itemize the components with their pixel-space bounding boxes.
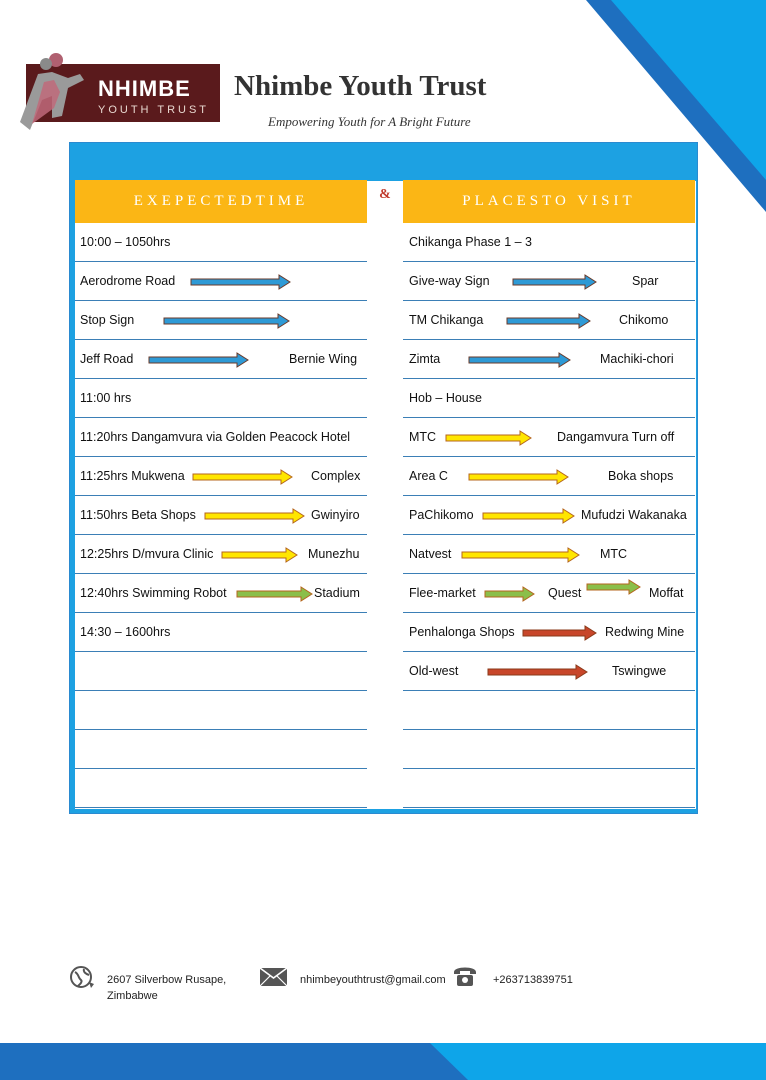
destination-label: Dangamvura Turn off bbox=[557, 430, 675, 444]
footer-decoration bbox=[0, 1043, 766, 1080]
route-arrow-icon bbox=[203, 508, 307, 524]
destination-label: Gwinyiro bbox=[311, 508, 360, 522]
destination-label: Moffat bbox=[649, 586, 684, 600]
table-top-bar bbox=[70, 143, 697, 181]
destination-label: Stadium bbox=[314, 586, 360, 600]
email-address[interactable]: nhimbeyouthtrust@gmail.com bbox=[300, 974, 446, 986]
place-label: Chikanga Phase 1 – 3 bbox=[409, 235, 533, 249]
route-arrow-icon bbox=[505, 313, 593, 329]
table-row bbox=[403, 457, 695, 496]
organization-title: Nhimbe Youth Trust bbox=[234, 70, 487, 102]
route-arrow-icon bbox=[481, 508, 577, 524]
table-row bbox=[75, 457, 367, 496]
route-arrow-icon bbox=[189, 274, 293, 290]
table-row bbox=[403, 691, 695, 730]
table-row bbox=[75, 223, 367, 262]
address-line-1: 2607 Silverbow Rusape, bbox=[107, 974, 227, 986]
header-places-to-visit: PLACESTO VISIT bbox=[403, 180, 695, 223]
destination-label: Redwing Mine bbox=[605, 625, 685, 639]
header-ampersand: & bbox=[379, 187, 391, 202]
telephone-icon bbox=[452, 964, 478, 988]
table-row bbox=[75, 652, 367, 691]
table-row bbox=[75, 535, 367, 574]
time-label: 14:30 – 1600hrs bbox=[80, 625, 171, 639]
globe-icon bbox=[69, 964, 95, 990]
logo-subtitle: YOUTH TRUST bbox=[98, 104, 210, 116]
table-row bbox=[403, 301, 695, 340]
envelope-icon bbox=[259, 967, 288, 987]
table-row bbox=[75, 613, 367, 652]
place-label: Jeff Road bbox=[80, 352, 134, 366]
destination-label: Quest bbox=[548, 586, 582, 600]
route-arrow-icon bbox=[220, 547, 300, 563]
route-arrow-icon bbox=[235, 586, 315, 602]
place-label: Natvest bbox=[409, 547, 452, 561]
logo-name: NHIMBE bbox=[98, 76, 191, 101]
place-label: PaChikomo bbox=[409, 508, 474, 522]
route-arrow-icon bbox=[147, 352, 251, 368]
table-right-border bbox=[696, 181, 697, 813]
route-arrow-icon bbox=[444, 430, 534, 446]
phone-number[interactable]: +263713839751 bbox=[493, 974, 573, 986]
route-arrow-icon bbox=[162, 313, 292, 329]
route-arrow-icon bbox=[585, 579, 643, 595]
route-arrow-icon bbox=[467, 352, 573, 368]
place-label: TM Chikanga bbox=[409, 313, 484, 327]
route-arrow-icon bbox=[486, 664, 590, 680]
table-row bbox=[75, 496, 367, 535]
destination-label: Boka shops bbox=[608, 469, 674, 483]
table-row bbox=[403, 769, 695, 808]
time-label: 10:00 – 1050hrs bbox=[80, 235, 171, 249]
time-label: 11:20hrs Dangamvura via Golden Peacock Hotel bbox=[80, 430, 351, 444]
destination-label: Machiki-chori bbox=[600, 352, 674, 366]
organization-logo bbox=[18, 52, 220, 132]
place-label: Hob – House bbox=[409, 391, 482, 405]
table-row bbox=[75, 301, 367, 340]
table-row bbox=[403, 379, 695, 418]
table-row bbox=[403, 223, 695, 262]
table-row bbox=[75, 379, 367, 418]
place-label: Penhalonga Shops bbox=[409, 625, 515, 639]
header-expected-time: EXEPECTEDTIME bbox=[75, 180, 367, 223]
table-bottom-bar bbox=[70, 809, 697, 813]
place-label: Aerodrome Road bbox=[80, 274, 176, 288]
destination-label: Complex bbox=[311, 469, 361, 483]
place-label: Stop Sign bbox=[80, 313, 135, 327]
table-row bbox=[403, 535, 695, 574]
destination-label: Tswingwe bbox=[612, 664, 667, 678]
destination-label: Spar bbox=[632, 274, 659, 288]
place-label: Zimta bbox=[409, 352, 441, 366]
place-label: Old-west bbox=[409, 664, 459, 678]
table-row bbox=[75, 574, 367, 613]
time-label: 11:25hrs Mukwena bbox=[80, 469, 185, 483]
table-row bbox=[75, 418, 367, 457]
route-arrow-icon bbox=[483, 586, 537, 602]
route-arrow-icon bbox=[460, 547, 582, 563]
table-row bbox=[403, 340, 695, 379]
route-arrow-icon bbox=[191, 469, 295, 485]
organization-tagline: Empowering Youth for A Bright Future bbox=[268, 114, 471, 129]
destination-label: Chikomo bbox=[619, 313, 669, 327]
place-label: Area C bbox=[409, 469, 448, 483]
table-row bbox=[75, 691, 367, 730]
address-line-2: Zimbabwe bbox=[107, 990, 158, 1002]
destination-label: Munezhu bbox=[308, 547, 360, 561]
time-label: 11:50hrs Beta Shops bbox=[80, 508, 196, 522]
table-row bbox=[75, 769, 367, 808]
place-label: Give-way Sign bbox=[409, 274, 490, 288]
table-row bbox=[403, 613, 695, 652]
table-row bbox=[403, 496, 695, 535]
table-row bbox=[403, 652, 695, 691]
destination-label: MTC bbox=[600, 547, 628, 561]
route-arrow-icon bbox=[521, 625, 599, 641]
destination-label: Bernie Wing bbox=[289, 352, 358, 366]
time-label: 11:00 hrs bbox=[80, 391, 132, 405]
table-row bbox=[403, 418, 695, 457]
place-label: MTC bbox=[409, 430, 437, 444]
table-row bbox=[75, 730, 367, 769]
destination-label: Mufudzi Wakanaka bbox=[581, 508, 687, 522]
route-arrow-icon bbox=[511, 274, 599, 290]
time-label: 12:40hrs Swimming Robot bbox=[80, 586, 227, 600]
table-row bbox=[75, 340, 367, 379]
time-label: 12:25hrs D/mvura Clinic bbox=[80, 547, 214, 561]
table-row bbox=[75, 262, 367, 301]
table-row bbox=[403, 262, 695, 301]
place-label: Flee-market bbox=[409, 586, 476, 600]
table-row bbox=[403, 574, 695, 613]
route-arrow-icon bbox=[467, 469, 571, 485]
people-figure-icon bbox=[18, 52, 88, 132]
table-row bbox=[403, 730, 695, 769]
